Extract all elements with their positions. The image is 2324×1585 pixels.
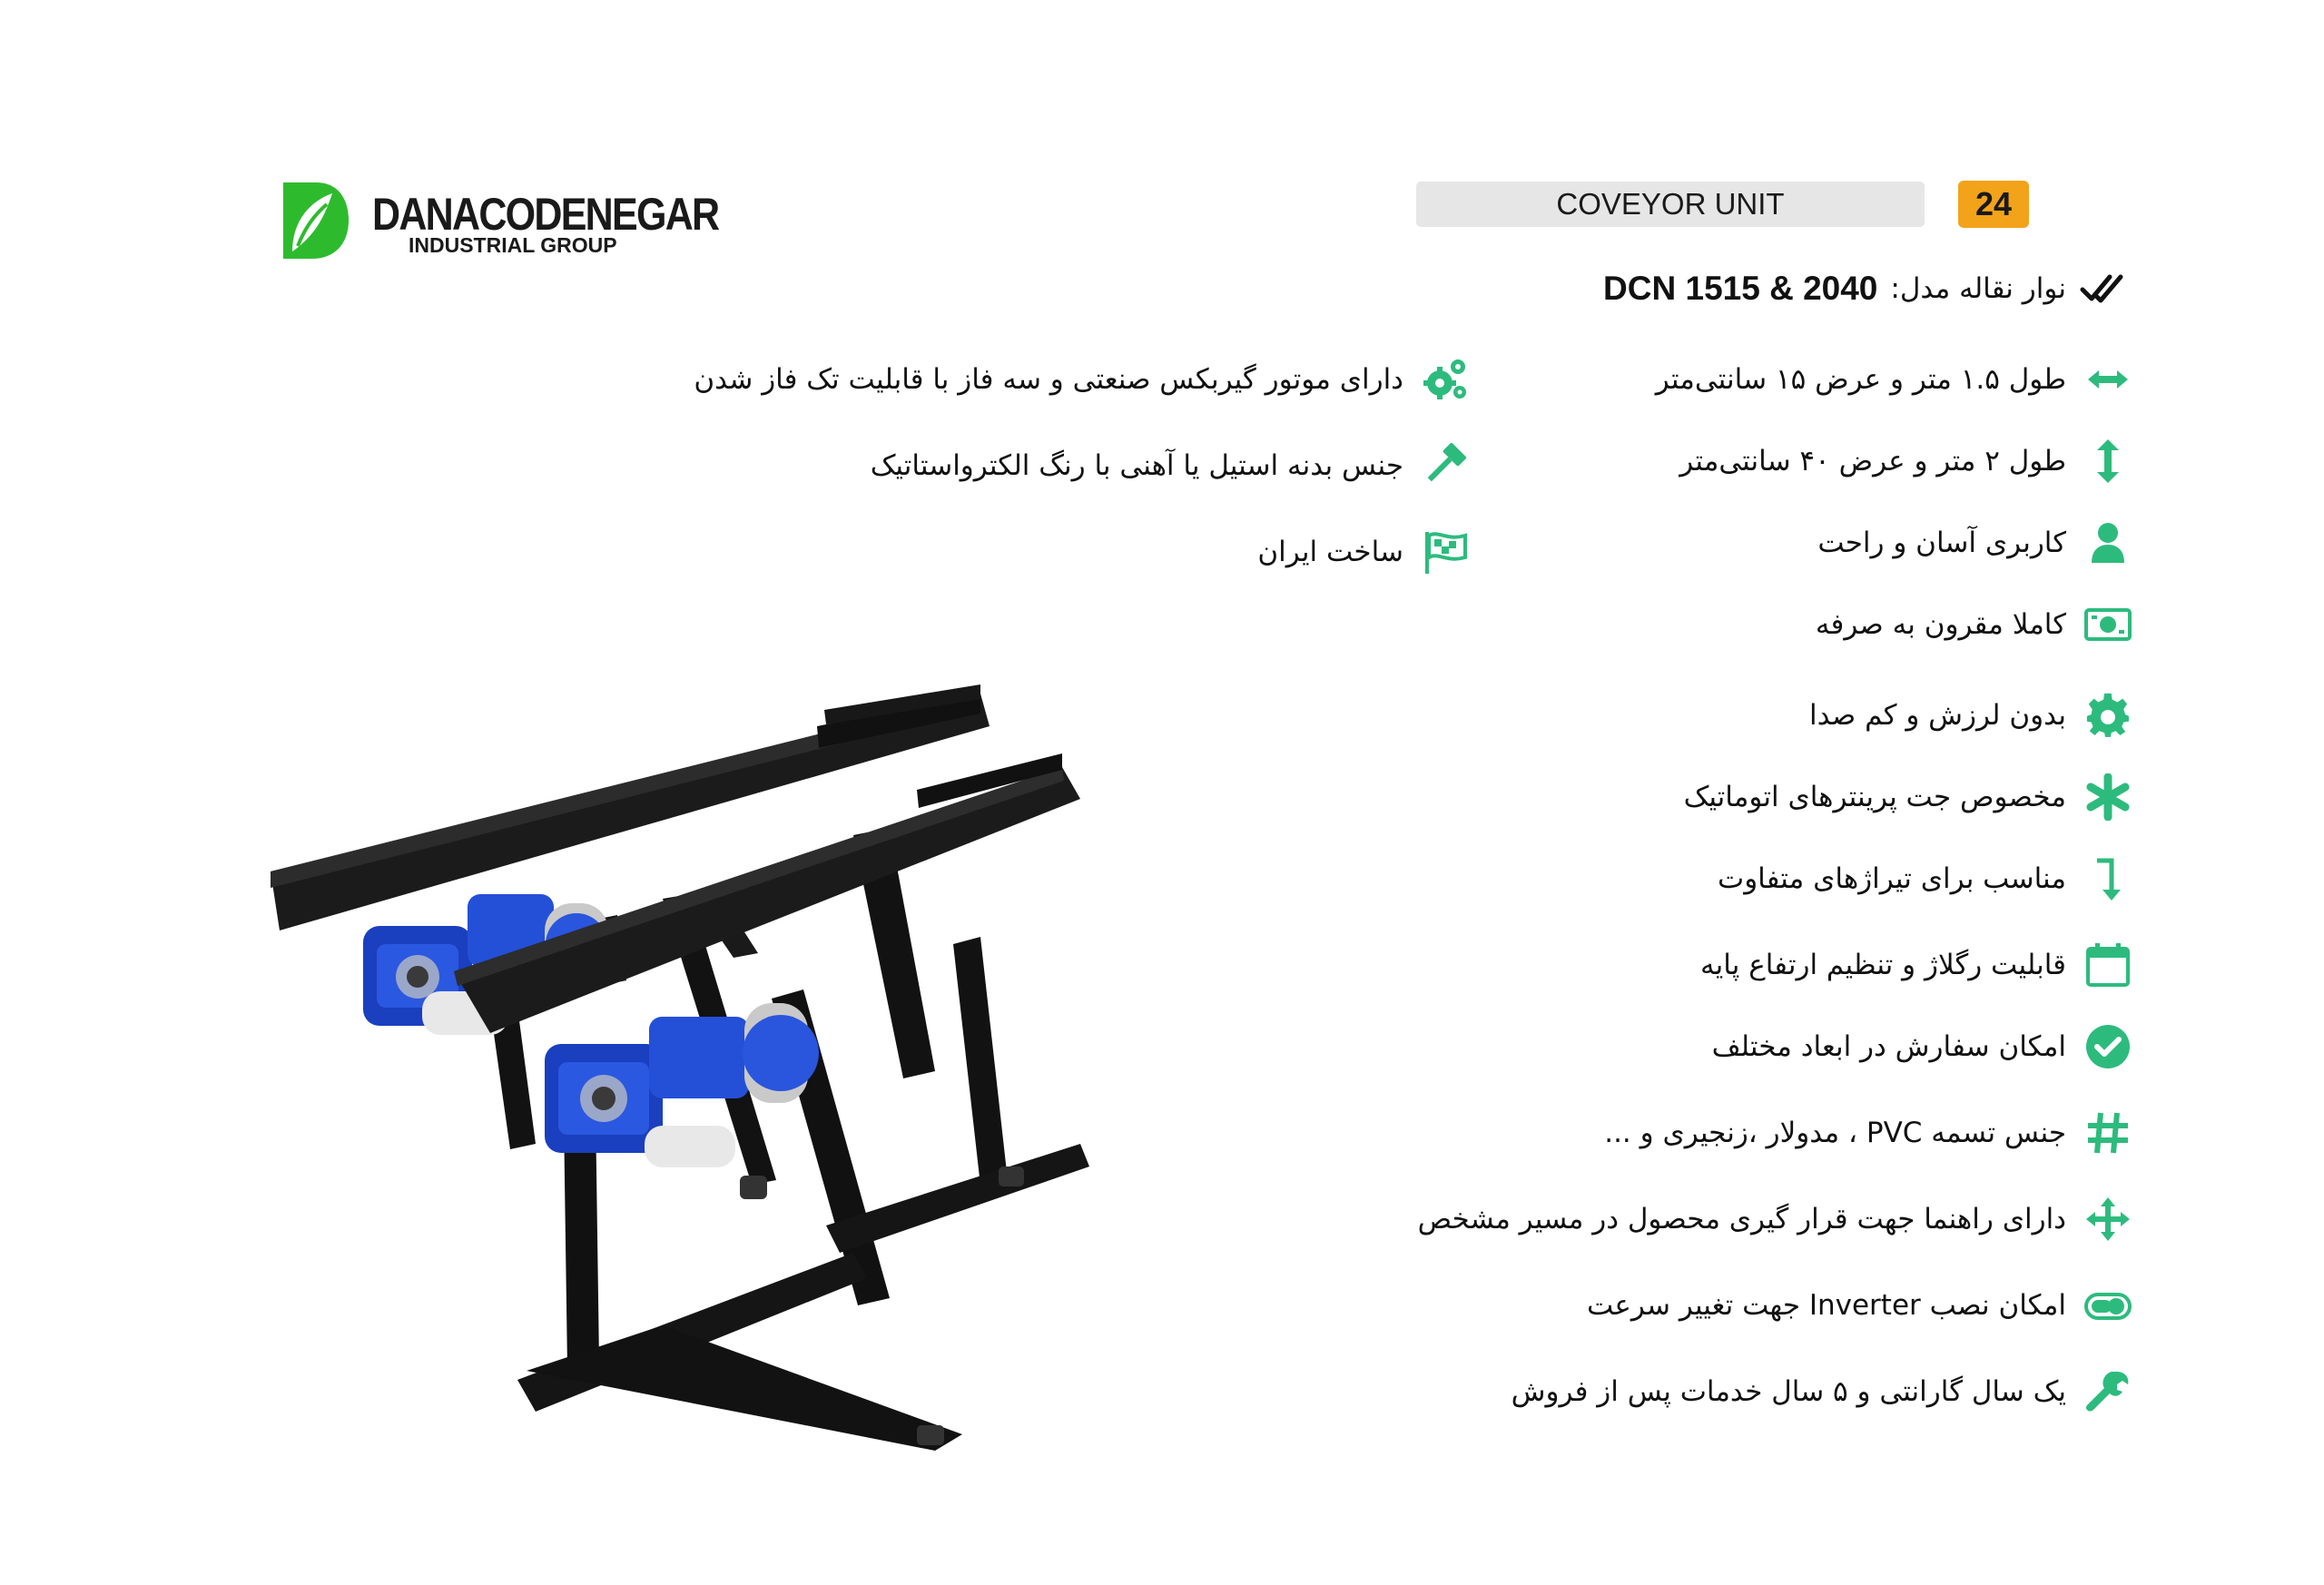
feature-text: کاملا مقرون به صرفه bbox=[1815, 608, 2066, 641]
wrench-icon bbox=[2083, 1366, 2133, 1417]
feature-text: کاربری آسان و راحت bbox=[1817, 527, 2066, 559]
features-left-list bbox=[617, 336, 1471, 608]
brand-subtitle: INDUSTRIAL GROUP bbox=[409, 233, 617, 257]
model-label: نوار نقاله مدل: bbox=[1890, 272, 2066, 305]
feature-text: بدون لرزش و کم صدا bbox=[1809, 699, 2066, 732]
feature-item bbox=[1656, 354, 2133, 405]
feature-item bbox=[1712, 1021, 2133, 1072]
feature-text: یک سال گارانتی و ۵ سال خدمات پس از فروش bbox=[1511, 1375, 2066, 1408]
level-down-icon bbox=[2083, 853, 2133, 904]
user-icon bbox=[2083, 517, 2133, 568]
leaf-d-logo-icon bbox=[280, 179, 350, 262]
feature-item bbox=[1816, 599, 2133, 650]
model-name: DCN 1515 & 2040 bbox=[1603, 270, 1878, 307]
model-row bbox=[1452, 261, 2124, 316]
feature-item bbox=[1418, 1194, 2133, 1245]
short-conveyor bbox=[454, 753, 1089, 1451]
gears-icon bbox=[1420, 354, 1471, 405]
feature-item bbox=[871, 440, 1471, 491]
asterisk-icon bbox=[2083, 772, 2133, 822]
feature-text: جنس تسمه PVC ، مدولار ،زنجیری و ... bbox=[1604, 1117, 2066, 1149]
brand-name: DANACODENEGAR bbox=[372, 189, 719, 240]
feature-text: جنس بدنه استیل یا آهنی با رنگ الکترواستاتیک bbox=[870, 449, 1403, 482]
gear-icon bbox=[2083, 690, 2133, 741]
feature-item bbox=[1512, 1366, 2133, 1417]
feature-item bbox=[1257, 527, 1471, 577]
brand-logo bbox=[280, 177, 719, 268]
feature-text: طول ۲ متر و عرض ۴۰ سانتی‌متر bbox=[1679, 445, 2066, 477]
move-arrows-icon bbox=[2083, 1194, 2133, 1245]
feature-item bbox=[1817, 517, 2133, 568]
check-circle-icon bbox=[2083, 1021, 2133, 1072]
feature-text: مخصوص جت پرینترهای اتوماتیک bbox=[1683, 781, 2066, 813]
money-icon bbox=[2083, 599, 2133, 650]
flag-icon bbox=[1420, 527, 1471, 577]
feature-text: مناسب برای تیراژهای متفاوت bbox=[1718, 862, 2066, 895]
feature-item bbox=[1604, 1108, 2133, 1158]
feature-text: قابلیت رگلاژ و تنظیم ارتفاع پایه bbox=[1700, 949, 2066, 981]
feature-text: امکان سفارش در ابعاد مختلف bbox=[1711, 1030, 2066, 1063]
feature-text: دارای راهنما جهت قرار گیری محصول در مسیر مشخص bbox=[1417, 1203, 2066, 1236]
hashtag-icon bbox=[2083, 1108, 2133, 1158]
feature-item bbox=[694, 354, 1471, 405]
conveyor-product-image bbox=[263, 672, 1316, 1452]
feature-item bbox=[1809, 690, 2133, 741]
feature-text: دارای موتور گیربکس صنعتی و سه فاز با قابلیت تک فاز شدن bbox=[694, 363, 1403, 396]
feature-text: طول ۱.۵ متر و عرض ۱۵ سانتی‌متر bbox=[1655, 363, 2066, 396]
vertical-arrows-icon bbox=[2083, 436, 2133, 487]
feature-text: امکان نصب Inverter جهت تغییر سرعت bbox=[1586, 1289, 2066, 1322]
feature-item bbox=[1718, 853, 2133, 904]
feature-item bbox=[1679, 436, 2133, 487]
feature-item bbox=[1587, 1280, 2133, 1331]
feature-text: ساخت ایران bbox=[1257, 536, 1403, 568]
calendar-icon bbox=[2083, 940, 2133, 990]
toggle-icon bbox=[2083, 1280, 2133, 1331]
unit-title-bar: COVEYOR UNIT bbox=[1416, 182, 1925, 227]
horizontal-arrows-icon bbox=[2083, 354, 2133, 405]
feature-item bbox=[1684, 772, 2133, 822]
feature-item bbox=[1700, 940, 2133, 990]
page-number-badge: 24 bbox=[1958, 181, 2029, 228]
double-check-icon bbox=[2079, 266, 2124, 311]
gavel-icon bbox=[1420, 440, 1471, 491]
